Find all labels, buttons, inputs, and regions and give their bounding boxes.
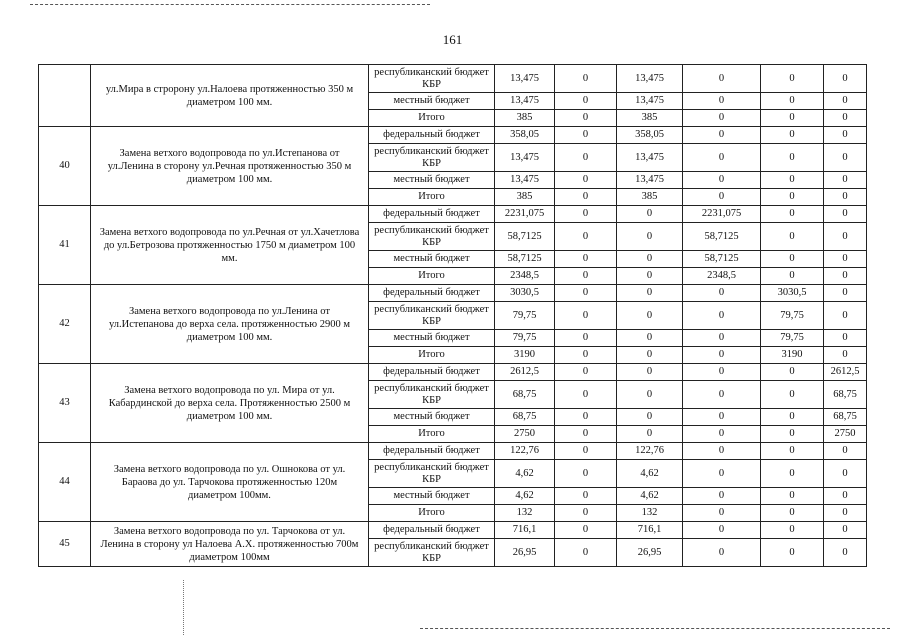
year4-cell: 0: [761, 364, 824, 381]
item-number-cell: 42: [39, 285, 91, 364]
year2-cell: 13,475: [617, 93, 683, 110]
year3-cell: 0: [683, 127, 761, 144]
year5-cell: 0: [824, 330, 867, 347]
year3-cell: 0: [683, 330, 761, 347]
item-number-cell: 44: [39, 443, 91, 522]
year3-cell: 0: [683, 381, 761, 409]
year5-cell: 0: [824, 443, 867, 460]
item-description-cell: Замена ветхого водопровода по ул. Тарчокова от ул. Ленина в сторону ул Налоева А.Х. протяженностью 700м диаметром 100мм: [91, 522, 369, 567]
year1-cell: 0: [555, 364, 617, 381]
year1-cell: 0: [555, 65, 617, 93]
year5-cell: 68,75: [824, 381, 867, 409]
year5-cell: 68,75: [824, 409, 867, 426]
budget-table: [38, 64, 867, 567]
item-number-cell: [39, 65, 91, 127]
year4-cell: 0: [761, 144, 824, 172]
year4-cell: 79,75: [761, 302, 824, 330]
year4-cell: 79,75: [761, 330, 824, 347]
year1-cell: 0: [555, 347, 617, 364]
table-row: [39, 522, 867, 539]
total-cell: 358,05: [495, 127, 555, 144]
year3-cell: 0: [683, 364, 761, 381]
year5-cell: 0: [824, 285, 867, 302]
year1-cell: 0: [555, 172, 617, 189]
funding-source-cell: Итого: [369, 189, 495, 206]
year5-cell: 0: [824, 172, 867, 189]
year5-cell: 0: [824, 539, 867, 567]
funding-source-cell: местный бюджет: [369, 251, 495, 268]
year3-cell: 0: [683, 460, 761, 488]
year1-cell: 0: [555, 443, 617, 460]
funding-source-cell: республиканский бюджет КБР: [369, 381, 495, 409]
year2-cell: 13,475: [617, 144, 683, 172]
year4-cell: 0: [761, 206, 824, 223]
year3-cell: 0: [683, 172, 761, 189]
scan-artifact-bottom: [420, 628, 890, 635]
year1-cell: 0: [555, 285, 617, 302]
year2-cell: 0: [617, 251, 683, 268]
year4-cell: 0: [761, 189, 824, 206]
year2-cell: 0: [617, 302, 683, 330]
year4-cell: 0: [761, 505, 824, 522]
total-cell: 13,475: [495, 144, 555, 172]
item-number-cell: 43: [39, 364, 91, 443]
year3-cell: 2348,5: [683, 268, 761, 285]
year1-cell: 0: [555, 330, 617, 347]
total-cell: 2612,5: [495, 364, 555, 381]
year5-cell: 0: [824, 144, 867, 172]
total-cell: 4,62: [495, 460, 555, 488]
year4-cell: 0: [761, 251, 824, 268]
year5-cell: 2612,5: [824, 364, 867, 381]
item-description-cell: Замена ветхого водопровода по ул.Истепанова от ул.Ленина в сторону ул.Речная протяженностью 350 м диаметром 100 мм.: [91, 127, 369, 206]
year5-cell: 0: [824, 93, 867, 110]
year4-cell: 0: [761, 110, 824, 127]
year3-cell: 2231,075: [683, 206, 761, 223]
year3-cell: 0: [683, 93, 761, 110]
year2-cell: 0: [617, 364, 683, 381]
year1-cell: 0: [555, 223, 617, 251]
total-cell: 79,75: [495, 330, 555, 347]
year2-cell: 716,1: [617, 522, 683, 539]
table-row: [39, 127, 867, 144]
funding-source-cell: местный бюджет: [369, 330, 495, 347]
funding-source-cell: республиканский бюджет КБР: [369, 223, 495, 251]
table-row: [39, 443, 867, 460]
year5-cell: 0: [824, 127, 867, 144]
year3-cell: 0: [683, 65, 761, 93]
funding-source-cell: местный бюджет: [369, 93, 495, 110]
year5-cell: 0: [824, 460, 867, 488]
scan-artifact-top: [30, 4, 430, 15]
year3-cell: 0: [683, 110, 761, 127]
total-cell: 716,1: [495, 522, 555, 539]
year5-cell: 0: [824, 189, 867, 206]
year1-cell: 0: [555, 505, 617, 522]
total-cell: 3190: [495, 347, 555, 364]
year3-cell: 0: [683, 443, 761, 460]
total-cell: 13,475: [495, 65, 555, 93]
year4-cell: 0: [761, 127, 824, 144]
table-row: [39, 206, 867, 223]
item-description-cell: Замена ветхого водопровода по ул. Ошнокова от ул. Бараова до ул. Тарчокова протяженностью 120м диаметром 100мм.: [91, 443, 369, 522]
year5-cell: 0: [824, 347, 867, 364]
item-description-cell: Замена ветхого водопровода по ул. Мира от ул. Кабардинской до верха села. Протяженностью 2500 м диаметром 100 мм.: [91, 364, 369, 443]
year3-cell: 0: [683, 144, 761, 172]
funding-source-cell: федеральный бюджет: [369, 364, 495, 381]
funding-source-cell: местный бюджет: [369, 172, 495, 189]
total-cell: 385: [495, 189, 555, 206]
total-cell: 13,475: [495, 93, 555, 110]
funding-source-cell: Итого: [369, 268, 495, 285]
year2-cell: 0: [617, 206, 683, 223]
table-row: [39, 364, 867, 381]
scan-artifact-vertical: [183, 580, 184, 635]
year5-cell: 0: [824, 268, 867, 285]
page-number: 161: [442, 32, 463, 47]
year2-cell: 0: [617, 426, 683, 443]
total-cell: 132: [495, 505, 555, 522]
year5-cell: 0: [824, 223, 867, 251]
year3-cell: 0: [683, 522, 761, 539]
year4-cell: 0: [761, 268, 824, 285]
year3-cell: 0: [683, 426, 761, 443]
year2-cell: 26,95: [617, 539, 683, 567]
funding-source-cell: республиканский бюджет КБР: [369, 65, 495, 93]
year2-cell: 4,62: [617, 460, 683, 488]
year4-cell: 0: [761, 426, 824, 443]
year3-cell: 0: [683, 539, 761, 567]
total-cell: 2750: [495, 426, 555, 443]
year3-cell: 0: [683, 189, 761, 206]
year5-cell: 0: [824, 505, 867, 522]
budget-table-body: [39, 65, 867, 567]
year2-cell: 0: [617, 409, 683, 426]
funding-source-cell: республиканский бюджет КБР: [369, 144, 495, 172]
funding-source-cell: федеральный бюджет: [369, 206, 495, 223]
year2-cell: 122,76: [617, 443, 683, 460]
year4-cell: 0: [761, 409, 824, 426]
year1-cell: 0: [555, 460, 617, 488]
total-cell: 58,7125: [495, 251, 555, 268]
funding-source-cell: республиканский бюджет КБР: [369, 460, 495, 488]
item-description-cell: Замена ветхого водопровода по ул.Ленина от ул.Истепанова до верха села. протяженностью 2900 м диаметром 100 мм.: [91, 285, 369, 364]
year1-cell: 0: [555, 302, 617, 330]
table-row: [39, 65, 867, 93]
funding-source-cell: Итого: [369, 505, 495, 522]
year1-cell: 0: [555, 381, 617, 409]
total-cell: 4,62: [495, 488, 555, 505]
year5-cell: 0: [824, 251, 867, 268]
year4-cell: 0: [761, 172, 824, 189]
year4-cell: 0: [761, 488, 824, 505]
year2-cell: 0: [617, 285, 683, 302]
total-cell: 3030,5: [495, 285, 555, 302]
year1-cell: 0: [555, 93, 617, 110]
funding-source-cell: федеральный бюджет: [369, 285, 495, 302]
year2-cell: 13,475: [617, 65, 683, 93]
total-cell: 13,475: [495, 172, 555, 189]
year1-cell: 0: [555, 426, 617, 443]
year4-cell: 0: [761, 443, 824, 460]
year2-cell: 0: [617, 330, 683, 347]
year1-cell: 0: [555, 268, 617, 285]
item-description-cell: ул.Мира в стророну ул.Налоева протяженностью 350 м диаметром 100 мм.: [91, 65, 369, 127]
funding-source-cell: Итого: [369, 347, 495, 364]
year2-cell: 132: [617, 505, 683, 522]
year3-cell: 0: [683, 488, 761, 505]
year3-cell: 58,7125: [683, 223, 761, 251]
funding-source-cell: Итого: [369, 426, 495, 443]
year3-cell: 58,7125: [683, 251, 761, 268]
year2-cell: 358,05: [617, 127, 683, 144]
year4-cell: 0: [761, 381, 824, 409]
year2-cell: 385: [617, 110, 683, 127]
year1-cell: 0: [555, 189, 617, 206]
year2-cell: 0: [617, 347, 683, 364]
year4-cell: 0: [761, 539, 824, 567]
funding-source-cell: местный бюджет: [369, 488, 495, 505]
total-cell: 2348,5: [495, 268, 555, 285]
funding-source-cell: республиканский бюджет КБР: [369, 539, 495, 567]
year5-cell: 0: [824, 206, 867, 223]
total-cell: 2231,075: [495, 206, 555, 223]
total-cell: 385: [495, 110, 555, 127]
year5-cell: 0: [824, 302, 867, 330]
year1-cell: 0: [555, 144, 617, 172]
total-cell: 79,75: [495, 302, 555, 330]
year5-cell: 2750: [824, 426, 867, 443]
year5-cell: 0: [824, 522, 867, 539]
year4-cell: 0: [761, 93, 824, 110]
total-cell: 58,7125: [495, 223, 555, 251]
year5-cell: 0: [824, 488, 867, 505]
funding-source-cell: федеральный бюджет: [369, 443, 495, 460]
year1-cell: 0: [555, 522, 617, 539]
year2-cell: 0: [617, 223, 683, 251]
year2-cell: 0: [617, 268, 683, 285]
year4-cell: 3030,5: [761, 285, 824, 302]
funding-source-cell: федеральный бюджет: [369, 522, 495, 539]
item-number-cell: 45: [39, 522, 91, 567]
year1-cell: 0: [555, 409, 617, 426]
funding-source-cell: федеральный бюджет: [369, 127, 495, 144]
year2-cell: 4,62: [617, 488, 683, 505]
year2-cell: 385: [617, 189, 683, 206]
year1-cell: 0: [555, 206, 617, 223]
year5-cell: 0: [824, 65, 867, 93]
year4-cell: 0: [761, 223, 824, 251]
year4-cell: 0: [761, 460, 824, 488]
total-cell: 68,75: [495, 409, 555, 426]
year1-cell: 0: [555, 488, 617, 505]
year3-cell: 0: [683, 505, 761, 522]
year3-cell: 0: [683, 347, 761, 364]
year1-cell: 0: [555, 539, 617, 567]
item-number-cell: 40: [39, 127, 91, 206]
funding-source-cell: республиканский бюджет КБР: [369, 302, 495, 330]
item-description-cell: Замена ветхого водопровода по ул.Речная от ул.Хачетлова до ул.Бетрозова протяженностью 1750 м диаметром 100 мм.: [91, 206, 369, 285]
year1-cell: 0: [555, 110, 617, 127]
year2-cell: 0: [617, 381, 683, 409]
year4-cell: 0: [761, 65, 824, 93]
year3-cell: 0: [683, 409, 761, 426]
year2-cell: 13,475: [617, 172, 683, 189]
year3-cell: 0: [683, 302, 761, 330]
table-row: [39, 285, 867, 302]
funding-source-cell: Итого: [369, 110, 495, 127]
year1-cell: 0: [555, 251, 617, 268]
year5-cell: 0: [824, 110, 867, 127]
year4-cell: 0: [761, 522, 824, 539]
total-cell: 122,76: [495, 443, 555, 460]
year3-cell: 0: [683, 285, 761, 302]
year4-cell: 3190: [761, 347, 824, 364]
funding-source-cell: местный бюджет: [369, 409, 495, 426]
total-cell: 26,95: [495, 539, 555, 567]
item-number-cell: 41: [39, 206, 91, 285]
year1-cell: 0: [555, 127, 617, 144]
total-cell: 68,75: [495, 381, 555, 409]
